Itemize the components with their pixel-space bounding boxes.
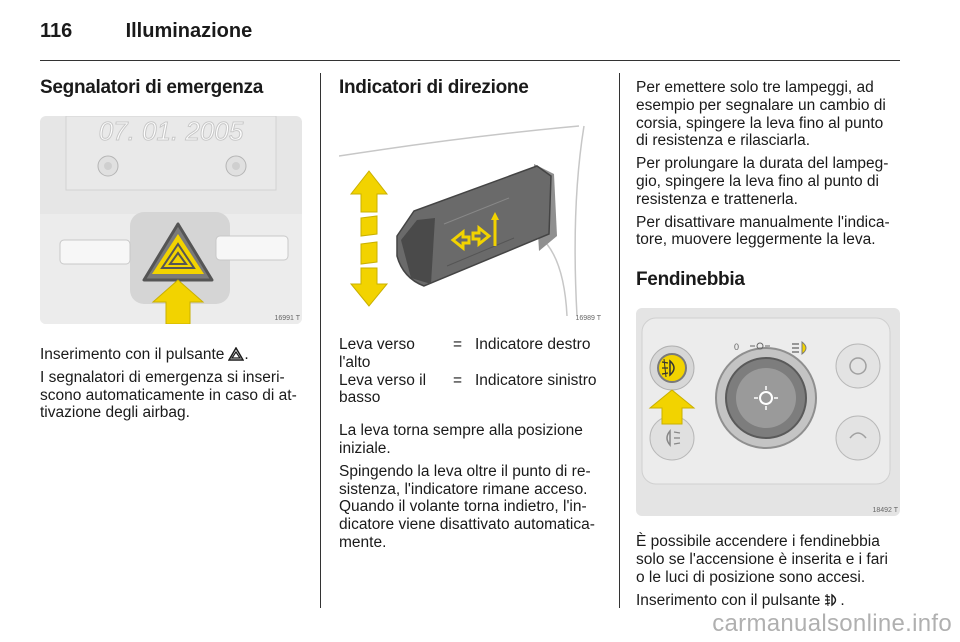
instrument-lighting-button bbox=[836, 416, 880, 460]
hazard-illustration bbox=[40, 116, 302, 324]
lever-up-arrow bbox=[351, 171, 387, 236]
figure-code: 18492 T bbox=[872, 507, 898, 515]
col3-para2: Per prolungare la durata del lampeg- gio, spingere la leva fino al punto di resistenza e trattenerla. bbox=[636, 155, 889, 208]
watermark: carmanualsonline.info bbox=[712, 610, 952, 637]
fog-para1: È possibile accendere i fendinebbia solo se l'accensione è inserita e i fari o le luci di posizione sono accesi. bbox=[636, 533, 888, 586]
figure-code: 16989 T bbox=[575, 315, 601, 322]
headlight-icon bbox=[792, 342, 806, 354]
fog-light-icon bbox=[824, 593, 840, 607]
turn-figure bbox=[339, 116, 603, 324]
section-title-turn-signals: Indicatori di direzione bbox=[339, 77, 529, 98]
column-divider-1 bbox=[320, 73, 321, 608]
turn-lever-illustration bbox=[339, 116, 603, 324]
definition-row: Leva verso il basso = Indicatore sinistro bbox=[339, 371, 597, 407]
column-divider-2 bbox=[619, 73, 620, 608]
chapter-title: Illuminazione bbox=[125, 20, 253, 42]
hazard-para1: Inserimento con il pulsante . bbox=[40, 346, 249, 363]
hazard-para2: I segnalatori di emergenza si inseri- scono automaticamente in caso di at- tivazione degli airbag. bbox=[40, 368, 297, 422]
column-turn-signals bbox=[339, 76, 603, 552]
section-title-hazard: Segnalatori di emergenza bbox=[40, 77, 263, 98]
section-title-fog: Fendinebbia bbox=[636, 269, 745, 291]
definition-table bbox=[339, 336, 603, 407]
turn-para1: La leva torna sempre alla posizione iniziale. bbox=[339, 422, 583, 457]
column-fog-lights bbox=[636, 79, 902, 609]
hazard-figure bbox=[40, 116, 302, 324]
definition-row: Leva verso l'alto = Indicatore destro bbox=[339, 336, 591, 371]
lever-down-arrow bbox=[351, 242, 387, 306]
fog-para2: Inserimento con il pulsante . bbox=[636, 591, 845, 609]
figure-code: 16991 T bbox=[274, 315, 300, 322]
col3-para1: Per emettere solo tre lampeggi, ad esempio per segnalare un cambio di corsia, spingere la leva fino al punto di resistenza e rilasciarla. bbox=[636, 79, 886, 150]
light-switch-illustration bbox=[636, 308, 900, 516]
header-rule bbox=[40, 60, 900, 61]
headlight-range-button bbox=[836, 344, 880, 388]
col3-para3: Per disattivare manualmente l'indica- tore, muovere leggermente la leva. bbox=[636, 213, 890, 249]
display-readout: 07. 01. 2005 bbox=[98, 116, 244, 146]
page-number: 116 bbox=[40, 20, 73, 42]
hazard-triangle-icon bbox=[228, 347, 244, 361]
dial-off-label: 0 bbox=[734, 342, 740, 353]
page-header bbox=[40, 20, 252, 43]
fog-figure bbox=[636, 308, 900, 516]
turn-para2: Spingendo la leva oltre il punto di re- sistenza, l'indicatore rimane acceso. Quando il volante torna indietro, l'in- dicatore viene disattivato automatica- mente. bbox=[339, 462, 595, 551]
column-hazard bbox=[40, 76, 302, 422]
front-fog-button bbox=[650, 346, 694, 390]
